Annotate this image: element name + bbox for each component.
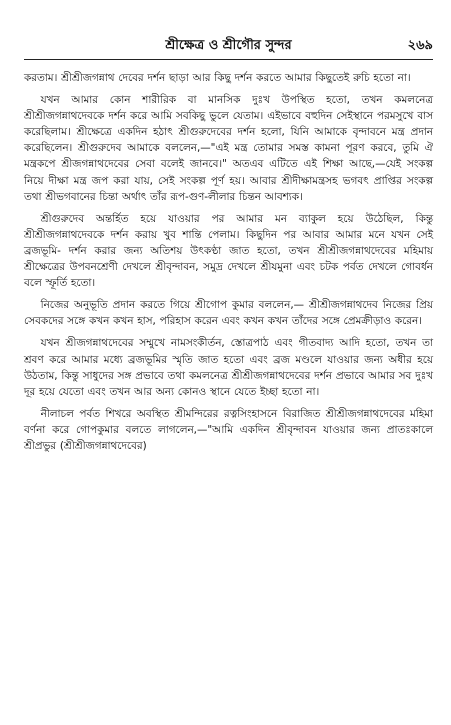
paragraph-4: নিজের অনুভূতি প্রদান করতে গিয়ে শ্রীগোপ কুমার বললেন,— শ্রীশ্রীজগন্নাথদেব নিজের প্রিয় সেবকদের সঙ্গে কখন কখন হাস, পরিহাস করেন এবং কখন কখন তাঁদের সঙ্গে প্রেমক্রীড়াও করেন। bbox=[24, 299, 433, 328]
running-title: শ্রীক্ষেত্র ও শ্রীগৌর সুন্দর bbox=[165, 38, 292, 53]
header-rule bbox=[24, 59, 433, 60]
page-number: ২৬৯ bbox=[407, 38, 433, 53]
book-page bbox=[0, 36, 451, 725]
paragraph-3: শ্রীগুরুদেব অন্তর্হিত হয়ে যাওয়ার পর আমার মন ব্যাকুল হয়ে উঠেছিল, কিন্তু শ্রীশ্রীজগন্নাথদেবকে দর্শন করায় খুব শান্তি পেলাম। কিছুদিন পর আবার আমার মনে যখন সেই ব্রজভূমি- দর্শন করার জন্য অতিশয় উৎকণ্ঠা জাত হতো, তখন শ্রীশ্রীজগন্নাথদেবের মহিমায় শ্রীক্ষেত্রের উপবনশ্রেণী দেখলে শ্রীবৃন্দাবন, সমুদ্র দেখলে শ্রীযমুনা এবং চটক পর্বত দেখলে গোবর্ধন বলে স্ফূর্তি হতো। bbox=[24, 212, 433, 290]
paragraph-2: যখন আমার কোন শারীরিক বা মানসিক দুঃখ উপস্থিত হতো, তখন কমলনেত্র শ্রীশ্রীজগন্নাথদেবকে দর্শন করে আমি সবকিছু ভুলে যেতাম। এইভাবে বহুদিন সেইস্থানে পরমসুখে বাস করেছিলাম। শ্রীক্ষেত্রে একদিন হঠাৎ শ্রীগুরুদেবের দর্শন হলো, যিনি আমাকে বৃন্দাবনে মন্ত্র প্রদান করেছিলেন। শ্রীগুরুদেব আমাকে বললেন,—"এই মন্ত্র তোমার সমস্ত কামনা পূরণ করবে, তুমি ঐ মন্ত্রকপে শ্রীজগন্নাথদেবের সেবা বলেই জানবে।" অতএব এটিতে এই শিক্ষা আছে,—যেই সংকল্প নিয়ে দীক্ষা মন্ত্র জপ করা যায়, সেই সংকল্প পূর্ণ হয়। আবার শ্রীদীক্ষামন্ত্রসহ ভগবৎ প্রাপ্তির সংকল্প তথা শ্রীভগবানের চিন্তা অর্থাৎ তাঁর রূপ-গুণ-লীলার চিন্তন আবশ্যক। bbox=[24, 94, 433, 203]
paragraph-6: নীলাচল পর্বত শিখরে অবস্থিত শ্রীমন্দিরের রত্নসিংহাসনে বিরাজিত শ্রীশ্রীজগন্নাথদেবের মহিমা বর্ণনা করে গোপকুমার বলতে লাগলেন,—"আমি একদিন শ্রীবৃন্দাবন যাওয়ার জন্য প্রাতঃকালে শ্রীপ্রভুর (শ্রীশ্রীজগন্নাথদেবের) bbox=[24, 407, 433, 452]
paragraph-5: যখন শ্রীজগন্নাথদেবের সম্মুখে নামসংকীর্তন, স্তোত্রপাঠ এবং গীতবাদ্য আদি হতো, তখন তা শ্রবণ করে আমার মধ্যে ব্রজভূমির স্মৃতি জাত হতো এবং ব্রজ মণ্ডলে যাওয়ার জন্য অধীর হয়ে উঠতাম, কিন্তু সাধুদের সঙ্গ প্রভাবে তথা কমলনেত্র শ্রীশ্রীজগন্নাথদেবের দর্শন প্রভাবে আমার সব দুঃখ দূর হয়ে যেতো এবং তখন আর অন্য কোনও স্থানে যেতে ইচ্ছা হতো না। bbox=[24, 337, 433, 398]
page-body bbox=[24, 70, 433, 454]
page-header bbox=[24, 36, 433, 62]
paragraph-1: করতাম। শ্রীশ্রীজগন্নাথ দেবের দর্শন ছাড়া আর কিছু দর্শন করতে আমার কিছুতেই রুচি হতো না। bbox=[24, 72, 411, 84]
